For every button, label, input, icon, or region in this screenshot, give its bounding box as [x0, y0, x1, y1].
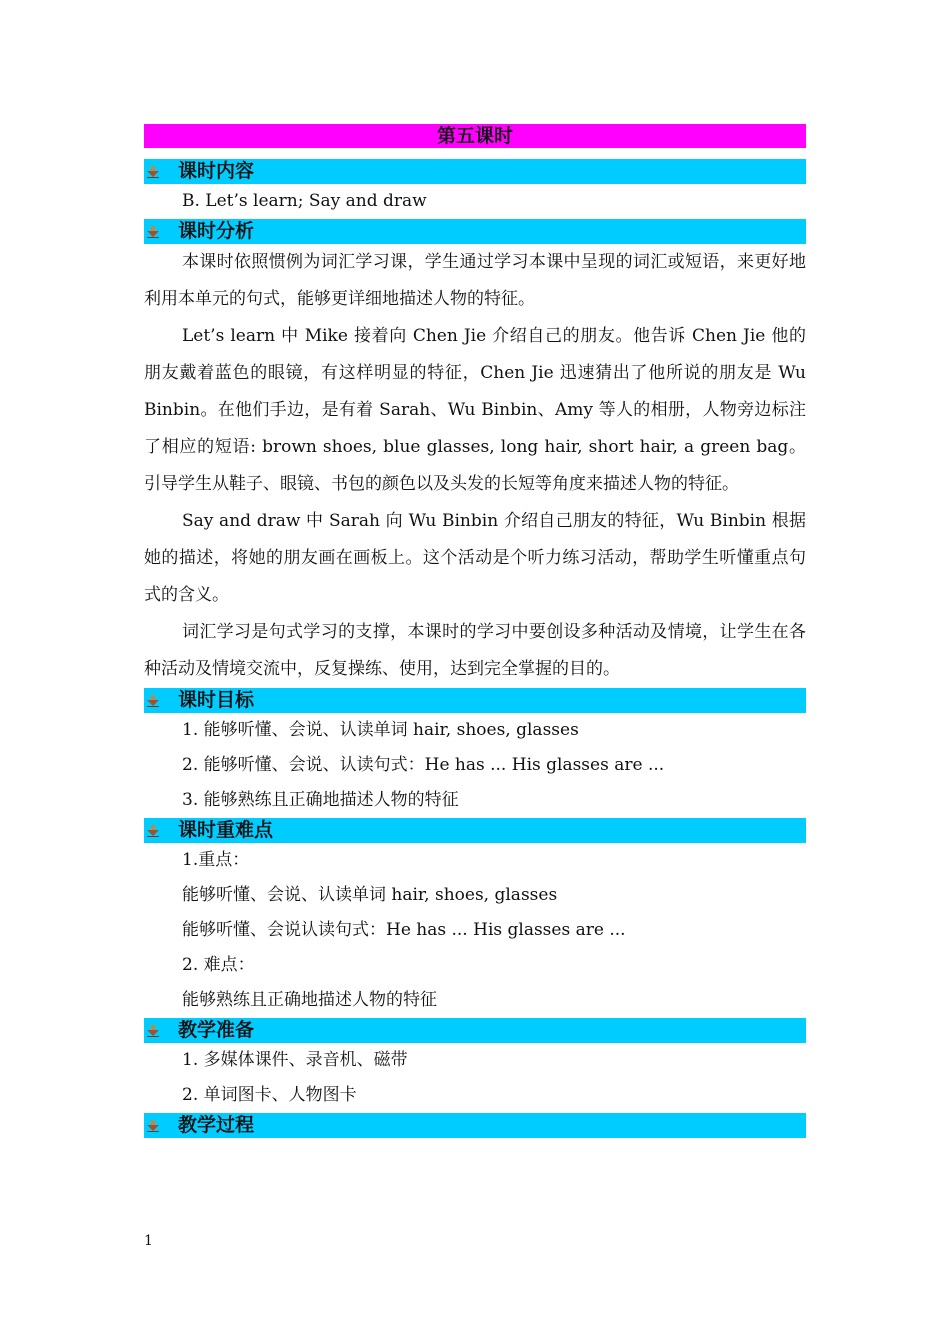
section-header-content — [144, 159, 806, 184]
analysis-block — [144, 244, 806, 688]
content-block — [144, 184, 806, 219]
key-point-line: 1.重点： — [182, 850, 250, 870]
section-header-label: 课时目标 — [178, 689, 255, 711]
section-header-label: 课时内容 — [178, 160, 255, 182]
key-point-line: 能够熟练且正确地描述人物的特征 — [182, 990, 437, 1010]
goal-item: 2. 能够听懂、会说、认读句式：He has ... His glasses are ... — [182, 755, 665, 775]
section-header-label: 教学准备 — [178, 1019, 255, 1041]
down-arrow-bullet-icon — [147, 825, 159, 837]
analysis-paragraph: Let’s learn 中 Mike 接着向 Chen Jie 介绍自己的朋友。他告诉 Chen Jie 他的朋友戴着蓝色的眼镜，有这样明显的特征，Chen Jie 迅速猜出了他所说的朋友是 Wu Binbin。在他们手边，是有着 Sarah、Wu Binbin、Amy 等人的相册，人物旁边标注了相应的短语: brown shoes, blue glasses, long hair, short hair, a green bag。引导学生从鞋子、眼镜、书包的颜色以及头发的长短等角度来描述人物的特征。 — [144, 326, 806, 494]
goal-item: 3. 能够熟练且正确地描述人物的特征 — [182, 790, 459, 810]
key-points-block — [144, 843, 806, 1018]
analysis-paragraph: Say and draw 中 Sarah 向 Wu Binbin 介绍自己朋友的特征，Wu Binbin 根据她的描述，将她的朋友画在画板上。这个活动是个听力练习活动，帮助学生听懂重点句式的含义。 — [144, 511, 806, 605]
down-arrow-bullet-icon — [147, 226, 159, 238]
analysis-paragraph: 本课时依照惯例为词汇学习课，学生通过学习本课中呈现的词汇或短语，来更好地利用本单元的句式，能够更详细地描述人物的特征。 — [144, 252, 806, 309]
down-arrow-bullet-icon — [147, 166, 159, 178]
section-header-label: 教学过程 — [178, 1114, 255, 1136]
key-point-line: 2. 难点： — [182, 955, 255, 975]
analysis-paragraph: 词汇学习是句式学习的支撑，本课时的学习中要创设多种活动及情境，让学生在各种活动及情境交流中，反复操练、使用，达到完全掌握的目的。 — [144, 622, 806, 679]
section-header-key-points — [144, 818, 806, 843]
preparation-item: 2. 单词图卡、人物图卡 — [182, 1085, 357, 1105]
document-page — [144, 124, 806, 1138]
section-header-goals — [144, 688, 806, 713]
section-header-analysis — [144, 219, 806, 244]
content-line: B. Let’s learn; Say and draw — [182, 191, 427, 211]
page-number: 1 — [144, 1233, 153, 1249]
section-header-label: 课时分析 — [178, 220, 255, 242]
section-header-process — [144, 1113, 806, 1138]
preparation-block — [144, 1043, 806, 1113]
down-arrow-bullet-icon — [147, 1120, 159, 1132]
preparation-item: 1. 多媒体课件、录音机、磁带 — [182, 1050, 408, 1070]
lesson-title: 第五课时 — [144, 124, 806, 148]
key-point-line: 能够听懂、会说、认读单词 hair, shoes, glasses — [182, 885, 558, 905]
goals-block — [144, 713, 806, 818]
key-point-line: 能够听懂、会说认读句式：He has ... His glasses are ... — [182, 920, 626, 940]
goal-item: 1. 能够听懂、会说、认读单词 hair, shoes, glasses — [182, 720, 579, 740]
section-header-preparation — [144, 1018, 806, 1043]
down-arrow-bullet-icon — [147, 1025, 159, 1037]
down-arrow-bullet-icon — [147, 695, 159, 707]
section-header-label: 课时重难点 — [178, 819, 274, 841]
